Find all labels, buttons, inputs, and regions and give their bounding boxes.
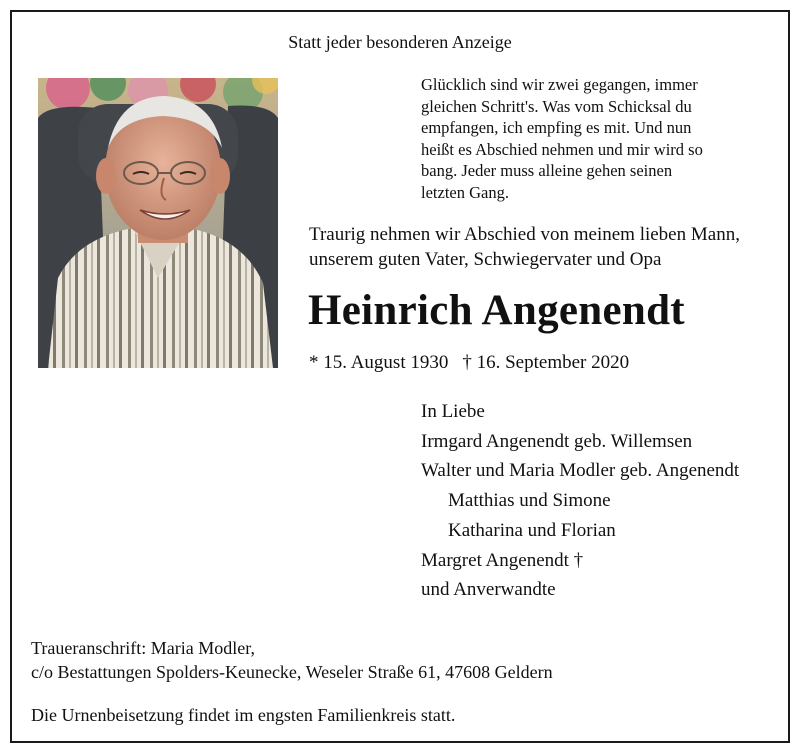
deceased-name: Heinrich Angenendt — [308, 287, 685, 334]
intro-line: Traurig nehmen wir Abschied von meinem lieben Mann, — [309, 224, 740, 245]
family-line: Irmgard Angenendt geb. Willemsen — [421, 430, 693, 452]
poem-line: letzten Gang. — [421, 182, 509, 202]
notice-header: Statt jeder besonderen Anzeige — [288, 32, 512, 52]
mourning-address — [31, 636, 553, 684]
poem-line: gleichen Schritt's. Was vom Schicksal du — [421, 96, 692, 116]
family-line: Walter und Maria Modler geb. Angenendt — [421, 460, 740, 482]
burial-note: Die Urnenbeisetzung findet im engsten Familienkreis statt. — [31, 705, 456, 725]
family-line-indented: Matthias und Simone — [448, 490, 611, 512]
address-line: Traueranschrift: Maria Modler, — [31, 638, 256, 658]
death-date: † 16. September 2020 — [462, 352, 630, 373]
intro-text — [309, 222, 740, 272]
intro-line: unserem guten Vater, Schwiegervater und Opa — [309, 249, 662, 270]
address-line: c/o Bestattungen Spolders-Keunecke, Weseler Straße 61, 47608 Geldern — [31, 662, 553, 682]
poem-line: bang. Jeder muss alleine gehen seinen — [421, 161, 673, 180]
family-line: In Liebe — [421, 401, 485, 422]
family-line-indented: Katharina und Florian — [448, 519, 616, 541]
portrait-photo — [38, 78, 278, 368]
life-dates — [309, 352, 629, 374]
poem-text — [421, 74, 703, 203]
family-list — [421, 397, 739, 605]
family-line: und Anverwandte — [421, 579, 556, 601]
family-line: Margret Angenendt † — [421, 549, 584, 571]
poem-line: Glücklich sind wir zwei gegangen, immer — [421, 75, 698, 94]
poem-line: empfangen, ich empfing es mit. Und nun — [421, 118, 692, 137]
birth-date: * 15. August 1930 — [309, 352, 449, 373]
poem-line: heißt es Abschied nehmen und mir wird so — [421, 139, 703, 159]
